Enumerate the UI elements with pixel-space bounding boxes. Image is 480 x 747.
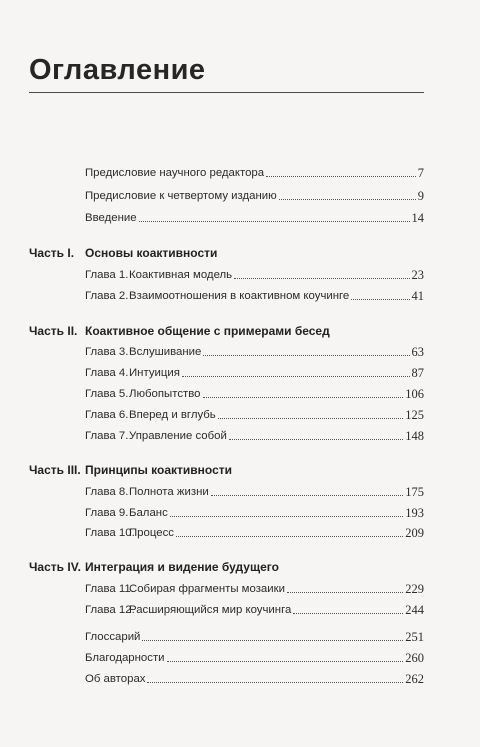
dot-leader — [229, 438, 403, 440]
toc-entry-chapter[interactable] — [85, 404, 424, 422]
chapter-title: Процесс — [129, 527, 174, 539]
page-number: 260 — [405, 651, 424, 665]
page-number: 41 — [411, 289, 424, 303]
chapter-number: Глава 2. — [85, 290, 129, 302]
dot-leader — [167, 660, 404, 662]
page-number: 87 — [411, 366, 424, 380]
page-number: 7 — [417, 166, 424, 180]
toc-entry-chapter[interactable] — [85, 502, 424, 520]
chapter-title: Расширяющийся мир коучинга — [129, 604, 292, 616]
dot-leader — [203, 396, 404, 398]
chapter-number: Глава 4. — [85, 367, 129, 379]
toc-entry-front[interactable] — [85, 162, 424, 180]
part-heading[interactable] — [29, 459, 232, 477]
page-number: 229 — [405, 582, 424, 596]
chapter-number: Глава 5. — [85, 388, 129, 400]
dot-leader — [182, 375, 410, 377]
page-number: 14 — [411, 211, 424, 225]
chapter-title: Управление собой — [129, 430, 227, 442]
toc-entry-front[interactable] — [85, 207, 424, 225]
toc-entry-chapter[interactable] — [85, 264, 424, 282]
chapter-title: Полнота жизни — [129, 486, 209, 498]
chapter-number: Глава 1. — [85, 269, 129, 281]
part-heading[interactable] — [29, 320, 330, 338]
chapter-number: Глава 12. — [85, 604, 135, 616]
chapter-number: Глава 10. — [85, 527, 135, 539]
dot-leader — [139, 220, 410, 222]
dot-leader — [176, 535, 403, 537]
chapter-number: Глава 7. — [85, 430, 129, 442]
page-number: 9 — [417, 189, 424, 203]
chapter-number: Глава 6. — [85, 409, 129, 421]
toc-entry-chapter[interactable] — [85, 285, 424, 303]
toc-entry-back[interactable] — [85, 626, 424, 644]
chapter-number: Глава 8. — [85, 486, 129, 498]
toc-entry-back[interactable] — [85, 647, 424, 665]
toc-entry-chapter[interactable] — [85, 425, 424, 443]
entry-label: Об авторах — [85, 673, 146, 685]
dot-leader — [279, 198, 416, 200]
part-label: Часть I. — [29, 246, 75, 260]
entry-label: Введение — [85, 212, 137, 224]
title-rule — [29, 92, 424, 93]
entry-label: Предисловие научного редактора — [85, 167, 265, 179]
dot-leader — [266, 175, 416, 177]
page-number: 209 — [405, 526, 424, 540]
chapter-title: Вперед и вглубь — [129, 409, 216, 421]
page-number: 23 — [411, 268, 424, 282]
page-number: 106 — [405, 387, 424, 401]
dot-leader — [351, 298, 409, 300]
dot-leader — [142, 639, 403, 641]
toc-entry-chapter[interactable] — [85, 341, 424, 359]
entry-label: Предисловие к четвертому изданию — [85, 190, 277, 202]
page-number: 251 — [405, 630, 424, 644]
toc-entry-back[interactable] — [85, 668, 424, 686]
chapter-title: Баланс — [129, 507, 168, 519]
part-title: Коактивное общение с примерами бесед — [85, 324, 330, 338]
toc-entry-chapter[interactable] — [85, 362, 424, 380]
entry-label: Благодарности — [85, 652, 165, 664]
entry-label: Глоссарий — [85, 631, 141, 643]
page-number: 175 — [405, 485, 424, 499]
chapter-title: Интуиция — [129, 367, 180, 379]
part-label: Часть IV. — [29, 560, 81, 574]
part-heading[interactable] — [29, 556, 279, 574]
page-number: 125 — [405, 408, 424, 422]
page-number: 193 — [405, 506, 424, 520]
part-label: Часть III. — [29, 463, 81, 477]
dot-leader — [234, 277, 409, 279]
toc-entry-chapter[interactable] — [85, 522, 424, 540]
dot-leader — [218, 417, 404, 419]
dot-leader — [211, 494, 404, 496]
part-title: Принципы коактивности — [85, 463, 232, 477]
toc-entry-chapter[interactable] — [85, 599, 424, 617]
page-number: 63 — [411, 345, 424, 359]
toc-entry-chapter[interactable] — [85, 578, 424, 596]
dot-leader — [170, 515, 403, 517]
part-title: Основы коактивности — [85, 246, 218, 260]
toc-entry-front[interactable] — [85, 185, 424, 203]
chapter-number: Глава 3. — [85, 346, 129, 358]
toc-entry-chapter[interactable] — [85, 481, 424, 499]
chapter-title: Вслушивание — [129, 346, 202, 358]
dot-leader — [287, 591, 403, 593]
part-label: Часть II. — [29, 324, 78, 338]
dot-leader — [293, 612, 403, 614]
chapter-number: Глава 11. — [85, 583, 134, 595]
dot-leader — [147, 681, 403, 683]
chapter-title: Коактивная модель — [129, 269, 233, 281]
chapter-number: Глава 9. — [85, 507, 129, 519]
page-number: 148 — [405, 429, 424, 443]
page-number: 262 — [405, 672, 424, 686]
chapter-title: Собирая фрагменты мозаики — [129, 583, 285, 595]
chapter-title: Любопытство — [129, 388, 201, 400]
part-title: Интеграция и видение будущего — [85, 560, 279, 574]
page-title: Оглавление — [29, 54, 206, 86]
dot-leader — [203, 354, 409, 356]
part-heading[interactable] — [29, 242, 217, 260]
toc-entry-chapter[interactable] — [85, 383, 424, 401]
chapter-title: Взаимоотношения в коактивном коучинге — [129, 290, 350, 302]
page-number: 244 — [405, 603, 424, 617]
